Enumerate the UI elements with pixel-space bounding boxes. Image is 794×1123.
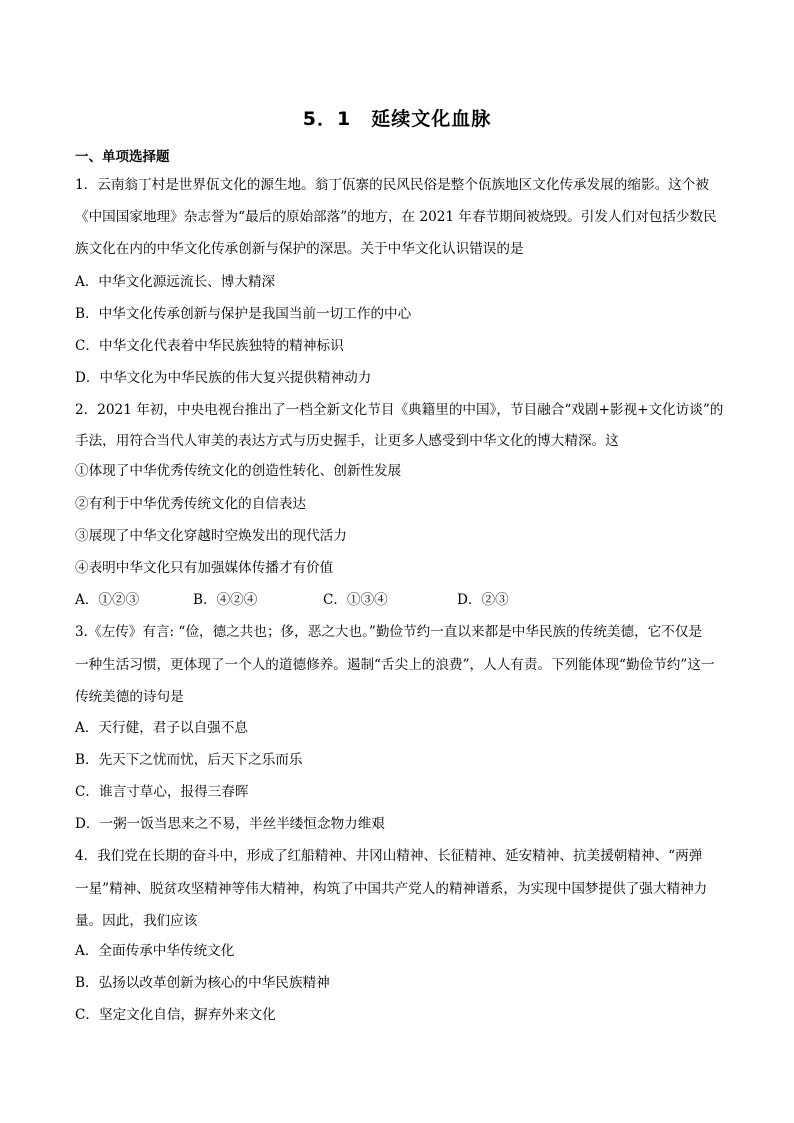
- q4-option-a: A．全面传承中华传统文化: [75, 943, 235, 959]
- q1-stem-line-1: 1．云南翁丁村是世界佤文化的源生地。翁丁佤寨的民风民俗是整个佤族地区文化传承发展的缩影。这个被: [75, 177, 709, 193]
- q2-option-c: C．①③④: [323, 592, 388, 608]
- q3-option-b: B．先天下之忧而忧，后天下之乐而乐: [75, 752, 303, 768]
- q1-option-c: C．中华文化代表着中华民族独特的精神标识: [75, 338, 344, 354]
- q3-option-c: C．谁言寸草心，报得三春晖: [75, 784, 249, 800]
- q4-option-c: C．坚定文化自信，摒弃外来文化: [75, 1007, 276, 1023]
- q4-option-b: B．弘扬以改革创新为核心的中华民族精神: [75, 975, 330, 991]
- q1-option-d: D．中华文化为中华民族的伟大复兴提供精神动力: [75, 370, 372, 386]
- q4-stem-line-1: 4．我们党在长期的奋斗中，形成了红船精神、井冈山精神、长征精神、延安精神、抗美援朝精神、“两弹: [75, 848, 703, 864]
- q4-stem-line-2: 一星”精神、脱贫攻坚精神等伟大精神，构筑了中国共产党人的精神谱系，为实现中国梦提供了强大精神力: [75, 881, 708, 897]
- q2-statement-2: ②有利于中华优秀传统文化的自信表达: [75, 496, 307, 512]
- q3-stem-line-2: 一种生活习惯，更体现了一个人的道德修养。遏制“舌尖上的浪费”，人人有责。下列能体现“勤俭节约”这一: [75, 657, 715, 673]
- q3-stem-line-3: 传统美德的诗句是: [75, 689, 184, 705]
- q2-stem-line-1: 2．2021 年初，中央电视台推出了一档全新文化节目《典籍里的中国》，节目融合“戏剧+影视+文化访谈”的: [75, 402, 724, 418]
- q2-option-a: A．①②③: [75, 592, 140, 608]
- q4-stem-line-3: 量。因此，我们应该: [75, 913, 198, 929]
- q2-statement-1: ①体现了中华优秀传统文化的创造性转化、创新性发展: [75, 463, 402, 479]
- q3-option-d: D．一粥一饭当思来之不易，半丝半缕恒念物力维艰: [75, 816, 385, 832]
- page-title: 5．1 延续文化血脉: [302, 108, 492, 130]
- q2-statement-4: ④表明中华文化只有加强媒体传播才有价值: [75, 560, 334, 576]
- q1-stem-line-3: 族文化在内的中华文化传承创新与保护的深思。关于中华文化认识错误的是: [75, 241, 524, 257]
- q3-option-a: A．天行健，君子以自强不息: [75, 720, 248, 736]
- q3-stem-line-1: 3.《左传》有言: “俭，德之共也；侈，恶之大也。”勤俭节约一直以来都是中华民族的传统美德，它不仅是: [75, 624, 703, 640]
- q1-stem-line-2: 《中国国家地理》杂志誉为“最后的原始部落”的地方，在 2021 年春节期间被烧毁。引发人们对包括少数民: [75, 209, 717, 225]
- q2-option-d: D．②③: [457, 592, 509, 608]
- q1-option-a: A．中华文化源远流长、博大精深: [75, 274, 276, 290]
- q2-stem-line-2: 手法，用符合当代人审美的表达方式与历史握手，让更多人感受到中华文化的博大精深。这: [75, 433, 619, 449]
- section-heading: 一、单项选择题: [75, 149, 170, 165]
- q1-option-b: B．中华文化传承创新与保护是我国当前一切工作的中心: [75, 306, 412, 322]
- q2-option-b: B．④②④: [193, 592, 258, 608]
- q2-statement-3: ③展现了中华文化穿越时空焕发出的现代活力: [75, 528, 347, 544]
